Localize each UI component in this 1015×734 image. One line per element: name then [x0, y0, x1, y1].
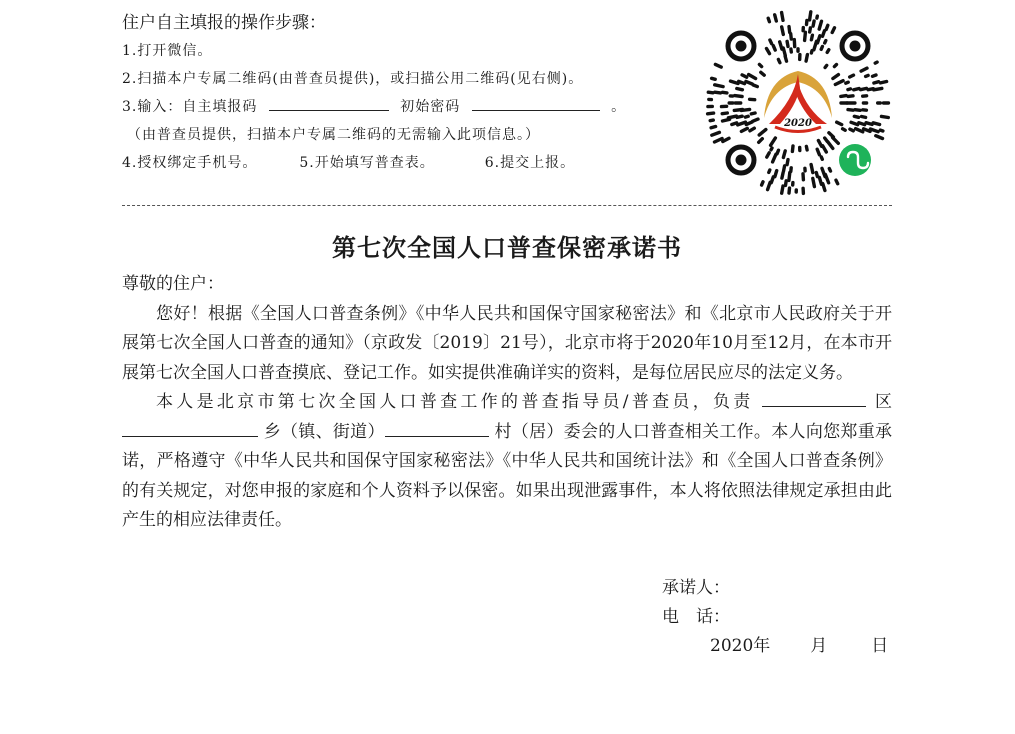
step-1: 1.打开微信。: [122, 43, 213, 59]
qr-dash: [833, 75, 839, 79]
qr-dash: [848, 89, 851, 90]
qr-dash: [769, 170, 770, 172]
qr-dash: [710, 120, 713, 121]
qr-dash: [759, 64, 761, 66]
step-5: 5.开始填写普查表。: [299, 155, 435, 171]
qr-dash: [851, 122, 858, 124]
qr-dash: [767, 49, 770, 54]
p2-district: 区: [875, 392, 892, 412]
qr-dash: [811, 51, 812, 53]
qr-dash: [768, 182, 771, 189]
step-3: [122, 93, 702, 121]
finder-top-right: [842, 33, 868, 59]
dashed-divider: [122, 205, 892, 206]
qr-dash: [855, 110, 860, 111]
phone-label: 电 话：: [662, 607, 730, 627]
qr-dash: [826, 25, 828, 29]
signer-label: 承诺人：: [662, 578, 730, 598]
qr-dash: [782, 186, 783, 193]
qr-dash: [874, 88, 882, 89]
qr-dash: [789, 27, 790, 33]
qr-dash: [833, 138, 839, 144]
step-6: 6.提交上报。: [484, 155, 576, 171]
paragraph-1: 您好！根据《全国人口普查条例》《中华人民共和国保守国家秘密法》和《北京市人民政府关于开展第七次全国人口普查的通知》（京政发〔2019〕21号），北京市将于2020年10月至12月，在本市开展第七次全国人口普查摸底、登记工作。如实提供准确详实的资料，是每位居民应尽的法定义务。: [122, 303, 892, 383]
qr-dash: [817, 149, 819, 155]
township-blank: [122, 422, 258, 437]
qr-dash: [806, 146, 807, 150]
qr-dash: [823, 146, 827, 152]
qr-dash: [786, 181, 787, 186]
qr-dash: [862, 117, 866, 118]
qr-dash: [731, 81, 739, 83]
qr-dash: [791, 34, 792, 39]
qr-dash: [816, 173, 817, 177]
logo-year-text: 2020: [784, 118, 812, 129]
qr-dash: [859, 123, 865, 125]
qr-dash: [742, 75, 747, 77]
qr-dash: [753, 119, 758, 121]
qr-dash: [749, 75, 756, 79]
qr-dash: [874, 82, 879, 83]
qr-dash: [854, 116, 858, 117]
qr-dash: [773, 154, 776, 162]
qr-dash: [848, 110, 853, 111]
qr-dash: [813, 21, 814, 26]
paragraph-2: [122, 388, 892, 536]
step-2: 2.扫描本户专属二维码(由普查员提供)，或扫描公用二维码(见右侧)。: [122, 71, 584, 87]
qr-dash: [712, 132, 720, 135]
qr-dash: [741, 128, 747, 131]
qr-dash: [734, 110, 742, 111]
step-3-label: 3.输入：自主填报码: [122, 99, 258, 115]
letter-title: 第七次全国人口普查保密承诺书: [332, 233, 682, 262]
initial-password-blank: [472, 96, 600, 111]
qr-dash: [775, 15, 777, 21]
village-blank: [385, 422, 489, 437]
qr-dash: [722, 113, 727, 114]
instructions-section: [122, 10, 702, 177]
p2-township: 乡（镇、街道）: [263, 421, 385, 442]
qr-dash: [823, 184, 825, 191]
qr-dash: [759, 139, 763, 143]
salutation: 尊敬的住户：: [122, 274, 224, 294]
qr-dash: [770, 40, 772, 44]
qr-dash: [723, 119, 730, 121]
qr-dash: [881, 82, 887, 83]
census-qr-code[interactable]: [703, 8, 893, 198]
qr-dash: [813, 178, 815, 186]
qr-dash: [787, 160, 788, 165]
qr-dash: [746, 81, 752, 84]
date-year: 2020年: [710, 636, 771, 656]
qr-dash: [773, 46, 775, 50]
qr-dash: [861, 88, 867, 89]
qr-dash: [854, 89, 859, 90]
qr-dash: [837, 122, 842, 124]
qr-dash: [771, 148, 772, 150]
qr-dash: [873, 75, 877, 76]
qr-dash: [843, 129, 846, 130]
qr-dash: [783, 151, 785, 158]
step-4: 4.授权绑定手机号。: [122, 155, 258, 171]
qr-dash: [771, 138, 776, 145]
qr-dash: [789, 173, 790, 181]
letter-body: [122, 270, 892, 536]
qr-dash: [708, 92, 713, 93]
qr-dash: [880, 130, 883, 131]
qr-dash: [715, 92, 721, 93]
qr-dash: [782, 173, 783, 179]
qr-dash: [715, 85, 723, 87]
qr-dash: [735, 96, 742, 97]
step-3-end: 。: [611, 99, 627, 115]
census-logo: [758, 63, 838, 143]
qr-dash: [825, 41, 826, 43]
finder-top-left: [728, 33, 754, 59]
qr-dash: [732, 123, 737, 125]
qr-dash: [825, 65, 827, 67]
qr-dash: [873, 123, 880, 125]
finder-bottom-left: [728, 147, 754, 173]
qr-dash: [846, 82, 848, 83]
date-day: 日: [871, 636, 889, 656]
qr-dash: [738, 122, 746, 125]
qr-dash: [805, 32, 806, 40]
qr-dash: [823, 31, 825, 37]
qr-dash: [866, 75, 869, 76]
qr-dash: [761, 72, 764, 75]
qr-dash: [750, 128, 754, 131]
qr-dash: [784, 166, 785, 172]
instructions-title: 住户自主填报的操作步骤：: [122, 13, 326, 33]
qr-dash: [715, 139, 723, 143]
qr-dash: [789, 188, 790, 193]
qr-dash: [810, 28, 811, 32]
qr-dash: [728, 116, 736, 118]
qr-dash: [737, 89, 743, 90]
qr-dash: [787, 41, 788, 46]
qr-dash: [876, 136, 883, 139]
qr-dash: [811, 165, 813, 173]
qr-dash: [759, 130, 766, 136]
qr-dash: [782, 13, 783, 21]
qr-dash: [753, 85, 757, 87]
step-3-code-label: 初始密码: [400, 99, 461, 115]
qr-dash: [821, 47, 822, 50]
qr-dash: [841, 96, 846, 97]
qr-dash: [762, 182, 763, 185]
qr-dash: [712, 78, 716, 79]
qr-dash: [835, 81, 843, 85]
qr-dash: [836, 180, 838, 184]
qr-dash: [856, 129, 863, 132]
qr-dash: [775, 171, 777, 177]
qr-dash: [818, 36, 820, 43]
qr-dash: [821, 157, 822, 159]
qr-dash: [782, 27, 784, 35]
qr-dash: [792, 146, 793, 151]
qr-dash: [751, 113, 755, 114]
qr-dash: [745, 116, 748, 117]
date-line: [710, 632, 888, 661]
qr-dash: [778, 59, 780, 62]
steps-4-6: [122, 149, 702, 177]
qr-dash: [875, 62, 877, 63]
qr-dash: [806, 55, 807, 62]
step-3-note: （由普查员提供，扫描本户专属二维码的无需输入此项信息。）: [127, 127, 540, 143]
qr-dash: [780, 42, 782, 49]
qr-dash: [882, 116, 889, 117]
qr-code-graphic: [703, 8, 893, 198]
qr-dash: [829, 169, 830, 172]
qr-dash: [810, 12, 811, 20]
qr-dash: [767, 153, 769, 157]
qr-dash: [819, 177, 821, 184]
qr-dash: [711, 127, 716, 128]
qr-dash: [768, 18, 769, 22]
qr-dash: [828, 142, 833, 149]
qr-dash: [850, 129, 853, 131]
qr-dash: [832, 28, 834, 33]
qr-dash: [825, 175, 828, 183]
qr-dash: [723, 92, 727, 93]
p2-part1: 本人是北京市第七次全国人口普查工作的普查指导员/普查员，负责: [156, 392, 754, 412]
qr-dash: [715, 64, 721, 67]
self-fill-code-blank: [269, 96, 389, 111]
p2-part2: 村（居）委会的人口普查相关工作。本人向您郑重承诺，严格遵守《中华人民共和国保守国家秘密法》《中华人民共和国统计法》和《全国人口普查条例》的有关规定，对您申报的家庭和个人资料予以保密。如果出现泄露事件，本人将依照法律规定承担由此产生的相应法律责任。: [122, 421, 893, 530]
qr-dash: [848, 96, 853, 97]
qr-dash: [861, 68, 867, 71]
qr-dash: [850, 75, 854, 77]
qr-dash: [783, 48, 785, 56]
qr-dash: [866, 123, 872, 125]
qr-dash: [827, 50, 829, 53]
qr-dash: [811, 35, 812, 40]
wechat-mini-program-icon: [839, 144, 871, 176]
qr-dash: [819, 21, 821, 29]
qr-dash: [834, 65, 836, 67]
qr-dash: [708, 113, 714, 114]
district-blank: [762, 392, 866, 407]
date-month: 月: [810, 636, 828, 656]
